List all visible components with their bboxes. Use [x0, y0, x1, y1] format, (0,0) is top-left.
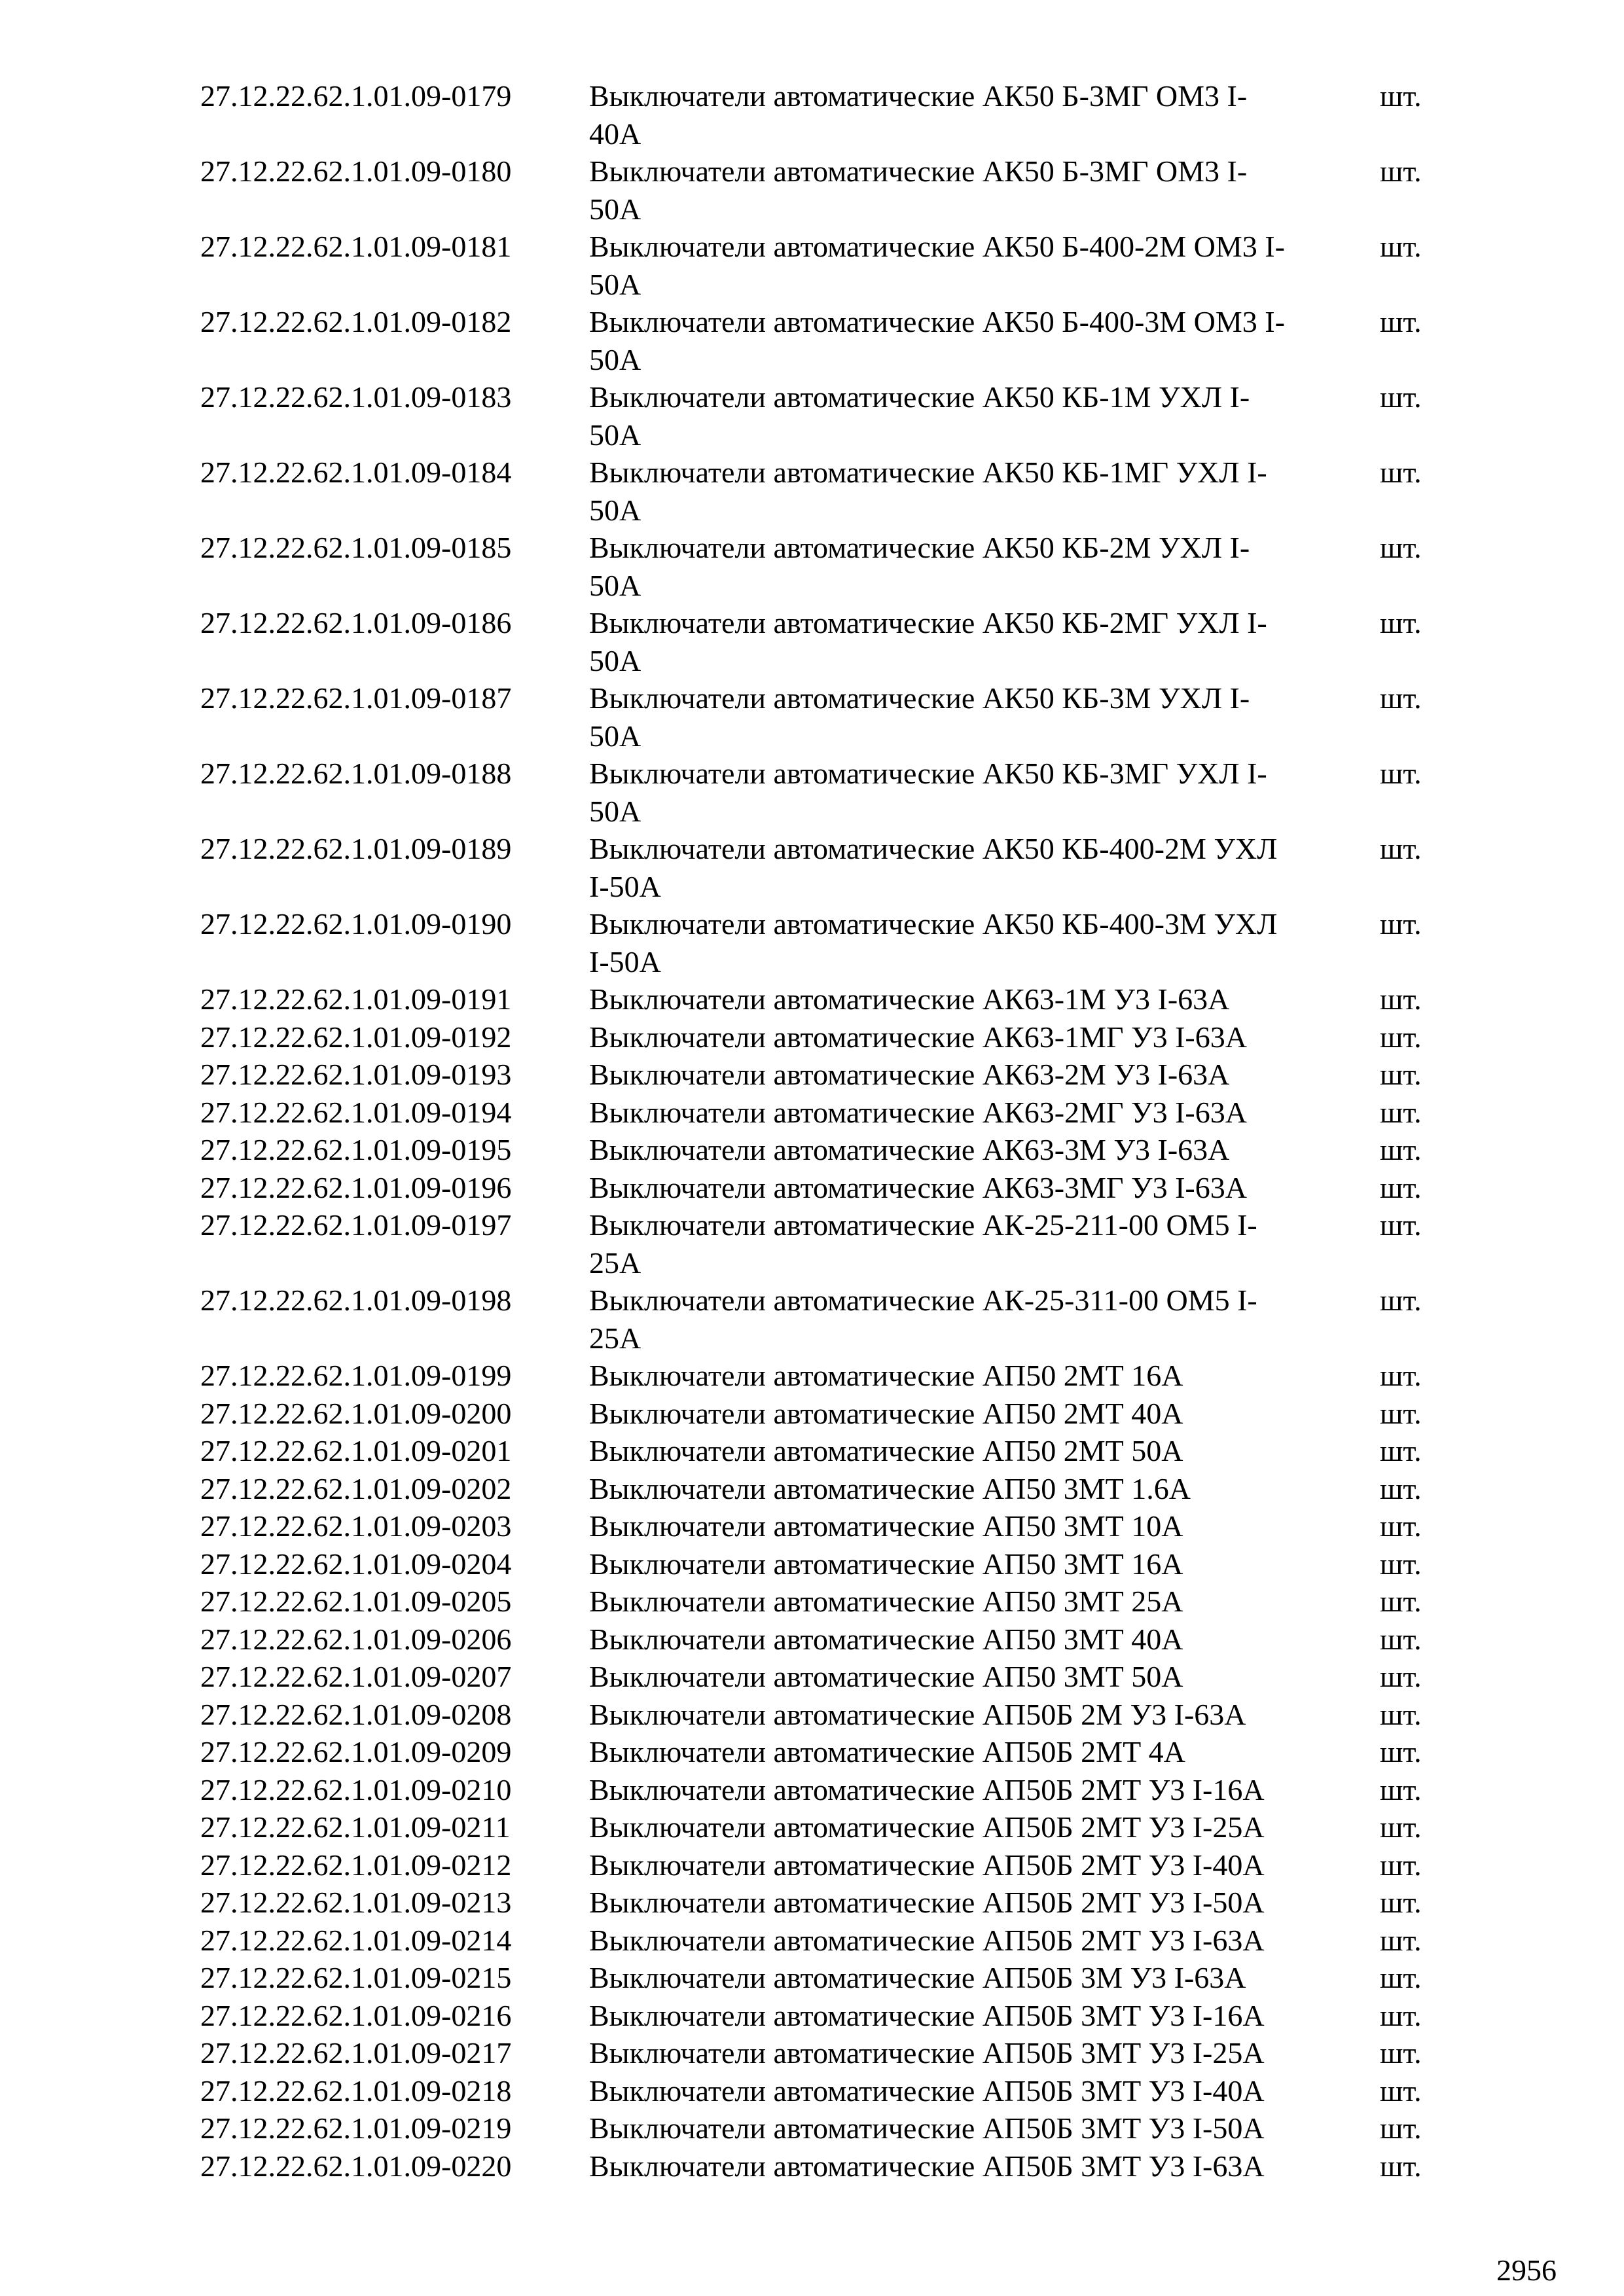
table-row — [200, 152, 1444, 228]
table-row — [200, 980, 1444, 1018]
table-row — [200, 1922, 1444, 1960]
item-code: 27.12.22.62.1.01.09-0207 — [200, 1660, 512, 1693]
item-code: 27.12.22.62.1.01.09-0190 — [200, 907, 512, 941]
item-unit: шт. — [1380, 1434, 1422, 1467]
item-name: Выключатели автоматические АП50Б 3МТ У3 I-16А — [589, 1998, 1265, 2032]
table-row — [200, 1771, 1444, 1809]
item-code: 27.12.22.62.1.01.09-0187 — [200, 681, 512, 715]
page-number: 2956 — [1496, 2253, 1557, 2287]
item-code: 27.12.22.62.1.01.09-0189 — [200, 832, 512, 865]
item-name: Выключатели автоматические АП50Б 3МТ У3 I-63А — [589, 2149, 1265, 2183]
item-code: 27.12.22.62.1.01.09-0184 — [200, 456, 512, 489]
item-code: 27.12.22.62.1.01.09-0194 — [200, 1095, 512, 1129]
item-unit: шт. — [1380, 1961, 1422, 1994]
item-unit: шт. — [1380, 1509, 1422, 1543]
table-row — [200, 1357, 1444, 1395]
item-code: 27.12.22.62.1.01.09-0193 — [200, 1058, 512, 1091]
item-unit: шт. — [1380, 2036, 1422, 2070]
table-row — [200, 1658, 1444, 1696]
item-code: 27.12.22.62.1.01.09-0186 — [200, 606, 512, 639]
item-name: Выключатели автоматические АК50 Б-3МГ ОМ3 I- 40А — [589, 79, 1248, 151]
item-unit: шт. — [1380, 1170, 1422, 1204]
item-name: Выключатели автоматические АП50 3МТ 40А — [589, 1622, 1183, 1656]
table-row — [200, 755, 1444, 830]
item-unit: шт. — [1380, 1848, 1422, 1882]
item-code: 27.12.22.62.1.01.09-0206 — [200, 1622, 512, 1656]
item-unit: шт. — [1380, 757, 1422, 790]
item-name: Выключатели автоматические АП50 3МТ 16А — [589, 1547, 1183, 1581]
item-unit: шт. — [1380, 1622, 1422, 1656]
table-row — [200, 1884, 1444, 1922]
item-unit: шт. — [1380, 1923, 1422, 1957]
item-code: 27.12.22.62.1.01.09-0213 — [200, 1886, 512, 1919]
item-name: Выключатели автоматические АК50 Б-3МГ ОМ3 I- 50А — [589, 154, 1248, 226]
table-row — [200, 1206, 1444, 1282]
item-code: 27.12.22.62.1.01.09-0196 — [200, 1170, 512, 1204]
table-row — [200, 830, 1444, 905]
item-unit: шт. — [1380, 1095, 1422, 1129]
item-code: 27.12.22.62.1.01.09-0201 — [200, 1434, 512, 1467]
table-row — [200, 1094, 1444, 1132]
item-unit: шт. — [1380, 1283, 1422, 1317]
item-name: Выключатели автоматические АК50 КБ-2МГ УХЛ I- 50А — [589, 606, 1267, 677]
item-code: 27.12.22.62.1.01.09-0180 — [200, 154, 512, 188]
item-name: Выключатели автоматические АП50Б 2МТ У3 I-40А — [589, 1848, 1265, 1882]
item-unit: шт. — [1380, 1585, 1422, 1618]
item-name: Выключатели автоматические АП50 3МТ 25А — [589, 1585, 1183, 1618]
item-unit: шт. — [1380, 230, 1422, 263]
item-code: 27.12.22.62.1.01.09-0210 — [200, 1772, 512, 1806]
item-name: Выключатели автоматические АК63-3М У3 I-63А — [589, 1133, 1230, 1166]
table-row — [200, 604, 1444, 679]
item-unit: шт. — [1380, 1660, 1422, 1693]
item-name: Выключатели автоматические АК50 Б-400-3М ОМ3 I- 50А — [589, 305, 1285, 376]
price-list-table — [200, 77, 1444, 2185]
table-row — [200, 1432, 1444, 1470]
item-name: Выключатели автоматические АК63-3МГ У3 I-63А — [589, 1170, 1247, 1204]
item-unit: шт. — [1380, 79, 1422, 113]
table-row — [200, 1808, 1444, 1846]
item-name: Выключатели автоматические АК-25-211-00 ОМ5 I- 25А — [589, 1208, 1257, 1280]
item-name: Выключатели автоматические АП50Б 3МТ У3 I-50А — [589, 2111, 1265, 2145]
table-row — [200, 303, 1444, 378]
item-code: 27.12.22.62.1.01.09-0203 — [200, 1509, 512, 1543]
item-name: Выключатели автоматические АП50 3МТ 50А — [589, 1660, 1183, 1693]
table-row — [200, 905, 1444, 980]
item-code: 27.12.22.62.1.01.09-0214 — [200, 1923, 512, 1957]
item-unit: шт. — [1380, 2111, 1422, 2145]
item-code: 27.12.22.62.1.01.09-0198 — [200, 1283, 512, 1317]
table-row — [200, 2109, 1444, 2147]
item-code: 27.12.22.62.1.01.09-0220 — [200, 2149, 512, 2183]
item-unit: шт. — [1380, 1020, 1422, 1054]
table-row — [200, 679, 1444, 755]
item-unit: шт. — [1380, 305, 1422, 338]
item-unit: шт. — [1380, 154, 1422, 188]
item-unit: шт. — [1380, 832, 1422, 865]
item-name: Выключатели автоматические АП50Б 3МТ У3 I-40А — [589, 2073, 1265, 2108]
table-row — [200, 2147, 1444, 2185]
item-unit: шт. — [1380, 456, 1422, 489]
item-name: Выключатели автоматические АК63-1МГ У3 I-63А — [589, 1020, 1247, 1054]
item-name: Выключатели автоматические АП50Б 2М У3 I-63А — [589, 1697, 1246, 1731]
item-code: 27.12.22.62.1.01.09-0205 — [200, 1585, 512, 1618]
table-row — [200, 1696, 1444, 1734]
item-code: 27.12.22.62.1.01.09-0179 — [200, 79, 512, 113]
table-row — [200, 1959, 1444, 1997]
item-unit: шт. — [1380, 2149, 1422, 2183]
item-unit: шт. — [1380, 1208, 1422, 1242]
item-code: 27.12.22.62.1.01.09-0182 — [200, 305, 512, 338]
item-unit: шт. — [1380, 982, 1422, 1016]
item-unit: шт. — [1380, 1396, 1422, 1430]
table-row — [200, 1733, 1444, 1771]
item-unit: шт. — [1380, 1998, 1422, 2032]
item-code: 27.12.22.62.1.01.09-0219 — [200, 2111, 512, 2145]
item-name: Выключатели автоматические АП50 2МТ 40А — [589, 1396, 1183, 1430]
item-code: 27.12.22.62.1.01.09-0202 — [200, 1471, 512, 1505]
item-code: 27.12.22.62.1.01.09-0218 — [200, 2073, 512, 2108]
table-row — [200, 1131, 1444, 1169]
item-unit: шт. — [1380, 606, 1422, 639]
item-name: Выключатели автоматические АП50Б 2МТ У3 I-63А — [589, 1923, 1265, 1957]
table-row — [200, 1018, 1444, 1056]
item-unit: шт. — [1380, 1735, 1422, 1768]
item-name: Выключатели автоматические АК50 КБ-1М УХЛ I- 50А — [589, 380, 1250, 452]
item-name: Выключатели автоматические АК50 КБ-1МГ УХЛ I- 50А — [589, 456, 1267, 527]
item-name: Выключатели автоматические АК63-1М У3 I-63А — [589, 982, 1230, 1016]
item-code: 27.12.22.62.1.01.09-0195 — [200, 1133, 512, 1166]
item-unit: шт. — [1380, 1697, 1422, 1731]
item-name: Выключатели автоматические АП50 3МТ 10А — [589, 1509, 1183, 1543]
item-code: 27.12.22.62.1.01.09-0216 — [200, 1998, 512, 2032]
item-name: Выключатели автоматические АП50Б 3М У3 I-63А — [589, 1961, 1246, 1994]
table-row — [200, 1997, 1444, 2035]
item-name: Выключатели автоматические АК63-2М У3 I-63А — [589, 1058, 1230, 1091]
item-name: Выключатели автоматические АК50 КБ-2М УХЛ I- 50А — [589, 531, 1250, 602]
table-row — [200, 228, 1444, 303]
table-row — [200, 378, 1444, 454]
item-unit: шт. — [1380, 1133, 1422, 1166]
item-code: 27.12.22.62.1.01.09-0212 — [200, 1848, 512, 1882]
item-unit: шт. — [1380, 1471, 1422, 1505]
item-code: 27.12.22.62.1.01.09-0188 — [200, 757, 512, 790]
table-row — [200, 1470, 1444, 1508]
item-code: 27.12.22.62.1.01.09-0199 — [200, 1359, 512, 1392]
item-name: Выключатели автоматические АП50Б 2МТ 4А — [589, 1735, 1185, 1768]
table-row — [200, 529, 1444, 604]
item-code: 27.12.22.62.1.01.09-0183 — [200, 380, 512, 414]
table-row — [200, 1621, 1444, 1659]
item-code: 27.12.22.62.1.01.09-0215 — [200, 1961, 512, 1994]
item-code: 27.12.22.62.1.01.09-0208 — [200, 1697, 512, 1731]
item-name: Выключатели автоматические АК-25-311-00 ОМ5 I- 25А — [589, 1283, 1257, 1355]
item-name: Выключатели автоматические АК50 Б-400-2М ОМ3 I- 50А — [589, 230, 1285, 301]
item-unit: шт. — [1380, 1772, 1422, 1806]
table-row — [200, 2034, 1444, 2072]
item-unit: шт. — [1380, 531, 1422, 564]
item-unit: шт. — [1380, 1886, 1422, 1919]
item-name: Выключатели автоматические АП50Б 3МТ У3 I-25А — [589, 2036, 1265, 2070]
table-row — [200, 1846, 1444, 1884]
table-row — [200, 1169, 1444, 1207]
item-unit: шт. — [1380, 1359, 1422, 1392]
table-row — [200, 77, 1444, 152]
item-code: 27.12.22.62.1.01.09-0200 — [200, 1396, 512, 1430]
item-unit: шт. — [1380, 1058, 1422, 1091]
table-row — [200, 1395, 1444, 1433]
table-row — [200, 2072, 1444, 2110]
item-code: 27.12.22.62.1.01.09-0209 — [200, 1735, 512, 1768]
item-name: Выключатели автоматические АП50 3МТ 1.6А — [589, 1471, 1191, 1505]
item-code: 27.12.22.62.1.01.09-0217 — [200, 2036, 512, 2070]
item-code: 27.12.22.62.1.01.09-0181 — [200, 230, 512, 263]
item-code: 27.12.22.62.1.01.09-0211 — [200, 1810, 511, 1844]
item-name: Выключатели автоматические АК50 КБ-3МГ УХЛ I- 50А — [589, 757, 1267, 828]
item-name: Выключатели автоматические АК50 КБ-3М УХЛ I- 50А — [589, 681, 1250, 753]
item-unit: шт. — [1380, 681, 1422, 715]
table-row — [200, 454, 1444, 529]
table-row — [200, 1056, 1444, 1094]
table-row — [200, 1545, 1444, 1583]
item-name: Выключатели автоматические АК50 КБ-400-2М УХЛ I-50А — [589, 832, 1278, 903]
item-code: 27.12.22.62.1.01.09-0197 — [200, 1208, 512, 1242]
item-code: 27.12.22.62.1.01.09-0204 — [200, 1547, 512, 1581]
item-unit: шт. — [1380, 907, 1422, 941]
item-unit: шт. — [1380, 380, 1422, 414]
table-row — [200, 1282, 1444, 1357]
item-name: Выключатели автоматические АП50Б 2МТ У3 I-16А — [589, 1772, 1265, 1806]
item-name: Выключатели автоматические АП50 2МТ 50А — [589, 1434, 1183, 1467]
item-unit: шт. — [1380, 1547, 1422, 1581]
item-name: Выключатели автоматические АП50Б 2МТ У3 I-25А — [589, 1810, 1265, 1844]
item-unit: шт. — [1380, 2073, 1422, 2108]
item-name: Выключатели автоматические АП50Б 2МТ У3 I-50А — [589, 1886, 1265, 1919]
item-code: 27.12.22.62.1.01.09-0191 — [200, 982, 512, 1016]
table-row — [200, 1583, 1444, 1621]
item-unit: шт. — [1380, 1810, 1422, 1844]
item-name: Выключатели автоматические АК63-2МГ У3 I-63А — [589, 1095, 1247, 1129]
item-name: Выключатели автоматические АК50 КБ-400-3М УХЛ I-50А — [589, 907, 1278, 978]
item-name: Выключатели автоматические АП50 2МТ 16А — [589, 1359, 1183, 1392]
table-row — [200, 1507, 1444, 1545]
item-code: 27.12.22.62.1.01.09-0192 — [200, 1020, 512, 1054]
item-code: 27.12.22.62.1.01.09-0185 — [200, 531, 512, 564]
